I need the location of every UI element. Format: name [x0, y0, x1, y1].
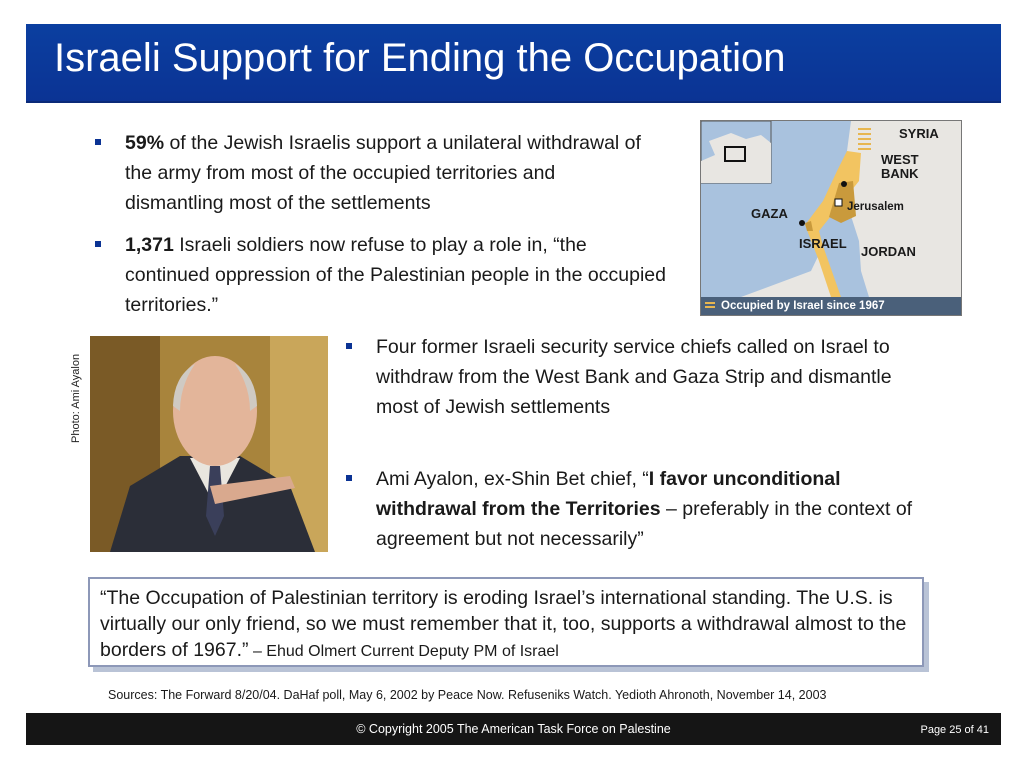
- bullet-poll-text: of the Jewish Israelis support a unilateral withdrawal of the army from most of the occupied territories and dismantling most of the settlements: [125, 132, 641, 214]
- bullet-refuseniks-text: Israeli soldiers now refuse to play a role in, “the continued oppression of the Palestinian people in the occupied territories.”: [125, 234, 666, 316]
- map-label-israel: ISRAEL: [799, 236, 847, 251]
- bullet-marker: [346, 343, 352, 349]
- map-legend-text: Occupied by Israel since 1967: [721, 300, 885, 312]
- bullet-security-chiefs-text: Four former Israeli security service chiefs called on Israel to withdraw from the West Bank and Gaza Strip and dismantle most of Jewish settlements: [376, 336, 892, 418]
- map-label-west-bank: WEST BANK: [881, 152, 919, 181]
- portrait-illustration: [90, 336, 328, 552]
- slide-title: Israeli Support for Ending the Occupation: [54, 36, 786, 80]
- bullet-marker: [346, 475, 352, 481]
- bullet-poll: [125, 128, 645, 218]
- title-bar: [26, 24, 1001, 101]
- bullet-poll-figure: 59%: [125, 132, 165, 154]
- photo-credit: Photo: Ami Ayalon: [70, 353, 82, 443]
- map-label-jerusalem: Jerusalem: [847, 201, 904, 213]
- bullet-security-chiefs: [376, 332, 936, 422]
- map-label-gaza: GAZA: [751, 206, 788, 221]
- bullet-refuseniks: [125, 230, 670, 320]
- footer-page-number: Page 25 of 41: [920, 724, 989, 736]
- olmert-quote-attribution: – Ehud Olmert Current Deputy PM of Israel: [248, 643, 559, 660]
- bullet-marker: [95, 241, 101, 247]
- bullet-ayalon-quote: I favor unconditional withdrawal from the Territories: [376, 468, 841, 520]
- olmert-quote-text: “The Occupation of Palestinian territory is eroding Israel’s international standing. The U.S. is virtually our only friend, so we must remember that it, too, supports a withdrawal almost to the borders of 1967.”: [100, 587, 907, 661]
- map-graphic: [701, 121, 961, 315]
- map-legend: [701, 297, 961, 315]
- bullet-marker: [95, 139, 101, 145]
- bullet-ayalon: [376, 464, 936, 554]
- ami-ayalon-photo: [90, 336, 328, 552]
- map-label-syria: SYRIA: [899, 126, 939, 141]
- sources-line: Sources: The Forward 8/20/04. DaHaf poll, May 6, 2002 by Peace Now. Refuseniks Watch. Yedioth Ahronoth, November 14, 2003: [108, 688, 827, 702]
- bullet-ayalon-suffix: – preferably in the context of agreement but not necessarily”: [376, 498, 913, 550]
- israel-map: [700, 120, 962, 316]
- bullet-ayalon-prefix: Ami Ayalon, ex-Shin Bet chief, “: [376, 468, 649, 490]
- bullet-refuseniks-figure: 1,371: [125, 234, 174, 256]
- legend-stripe-icon: [705, 302, 715, 310]
- map-label-jordan: JORDAN: [861, 244, 916, 259]
- olmert-quote-box: [88, 577, 924, 667]
- footer-bar: [26, 713, 1001, 745]
- footer-copyright: © Copyright 2005 The American Task Force on Palestine: [356, 722, 671, 736]
